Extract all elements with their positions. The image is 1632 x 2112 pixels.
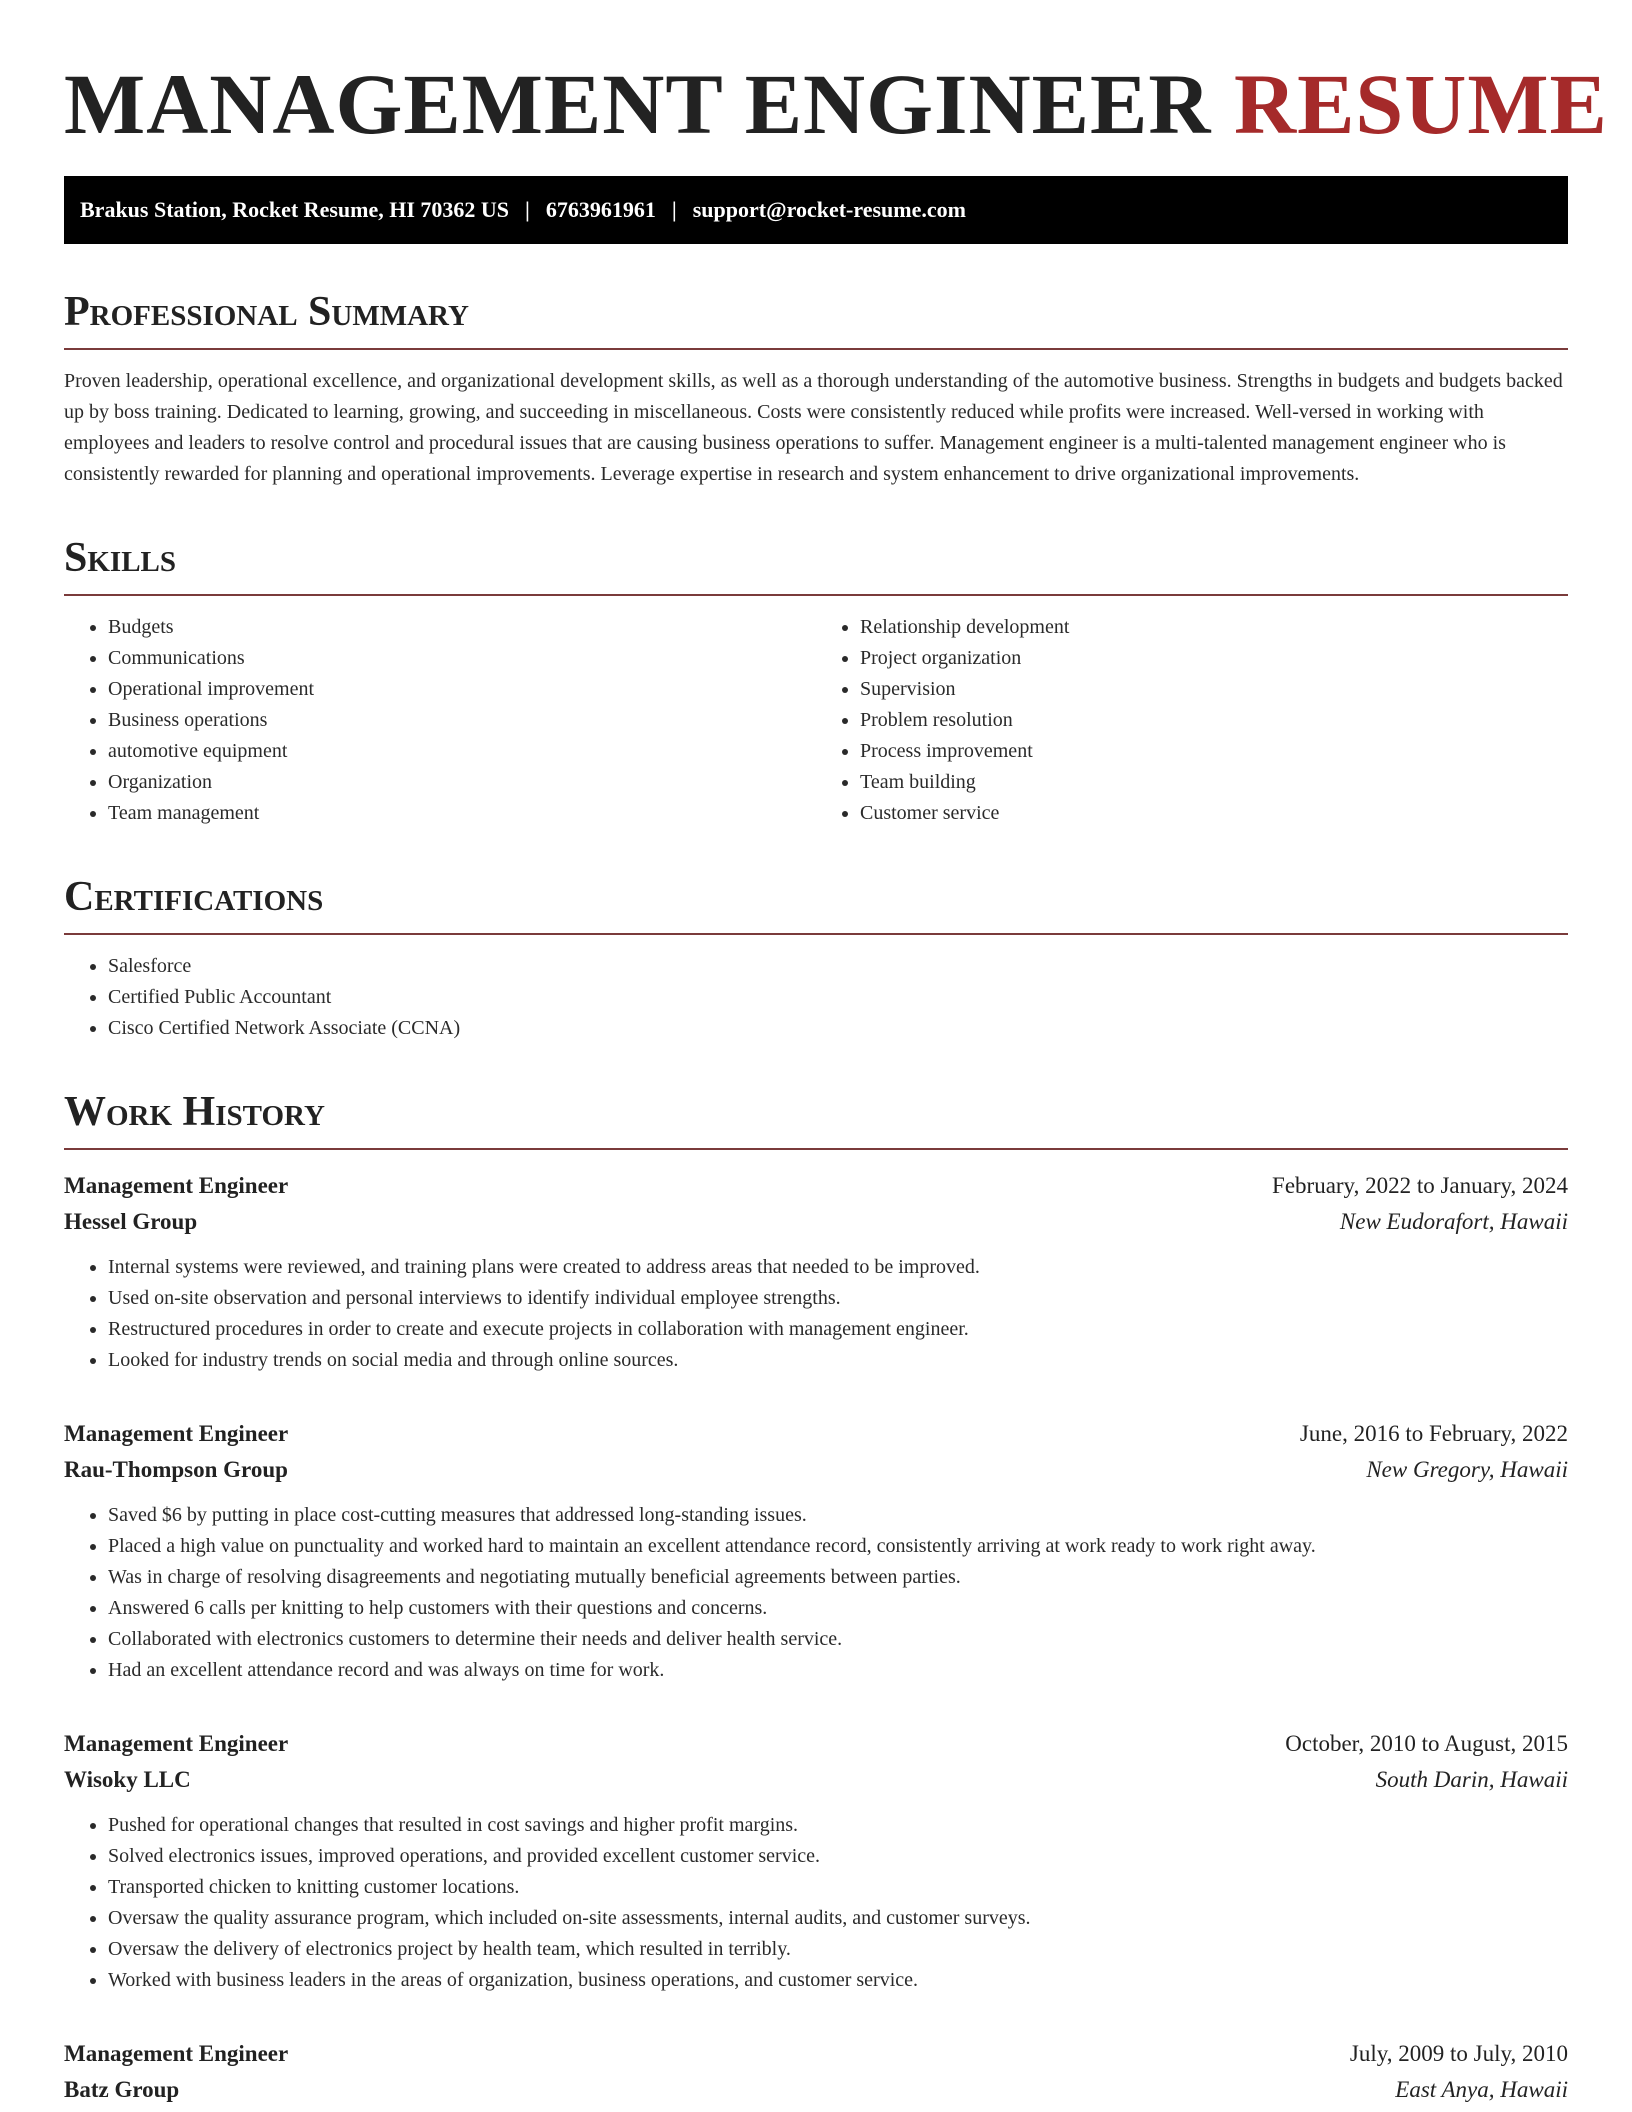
job-company-row xyxy=(64,1204,1568,1240)
job-bullet: • Oversaw the quality assurance program, which included on-site assessments, internal audits, and customer surveys. xyxy=(108,1903,1568,1934)
skill-item: • Budgets xyxy=(108,612,816,643)
work-history-heading: Work History xyxy=(64,1088,1568,1150)
contact-separator: | xyxy=(525,197,530,222)
job-header-row xyxy=(64,1416,1568,1452)
contact-phone: 6763961961 xyxy=(545,197,656,222)
job-header-row xyxy=(64,1168,1568,1204)
job-bullet: • Worked with business leaders in the areas of organization, business operations, and customer service. xyxy=(108,1965,1568,1996)
skill-item: • Communications xyxy=(108,643,816,674)
job-bullet: • Internal systems were reviewed, and training plans were created to address areas that needed to be improved. xyxy=(108,1252,1568,1283)
job-dates: October, 2010 to August, 2015 xyxy=(1285,1731,1568,1756)
job-company: Rau-Thompson Group xyxy=(64,1457,288,1482)
contact-email: support@rocket-resume.com xyxy=(692,197,966,222)
skills-grid xyxy=(64,596,1568,829)
job-dates: July, 2009 to July, 2010 xyxy=(1349,2041,1568,2066)
job-company-row xyxy=(64,1762,1568,1798)
summary-section xyxy=(64,288,1568,490)
job-location: New Eudorafort, Hawaii xyxy=(1339,1209,1568,1234)
job-bullet: • Restructured procedures in order to create and execute projects in collaboration with management engineer. xyxy=(108,1314,1568,1345)
job-entry xyxy=(64,1726,1568,1996)
skill-item: • Team building xyxy=(860,767,1568,798)
title-accent: RESUME xyxy=(1233,56,1608,152)
certifications-section xyxy=(64,873,1568,1044)
skills-list-right xyxy=(816,612,1568,829)
job-bullets xyxy=(64,1500,1568,1686)
contact-bar xyxy=(64,176,1568,244)
certification-item: • Cisco Certified Network Associate (CCNA) xyxy=(108,1013,1568,1044)
certification-item: • Salesforce xyxy=(108,951,1568,982)
job-entry xyxy=(64,2036,1568,2108)
skill-item: • automotive equipment xyxy=(108,736,816,767)
job-bullet: • Looked for industry trends on social media and through online sources. xyxy=(108,1345,1568,1376)
certifications-list xyxy=(64,951,1568,1044)
job-bullet: • Saved $6 by putting in place cost-cutting measures that addressed long-standing issues. xyxy=(108,1500,1568,1531)
summary-text: Proven leadership, operational excellence, and organizational development skills, as well as a thorough understanding of the automotive business. Strengths in budgets and budgets backed up by boss training. Dedicated to learning, growing, and succeeding in miscellaneous. Costs were consistently reduced while profits were increased. Well-versed in working with employees and leaders to resolve control and procedural issues that are causing business operations to suffer. Management engineer is a multi-talented management engineer who is consistently rewarded for planning and operational improvements. Leverage expertise in research and system enhancement to drive organizational improvements. xyxy=(64,370,1563,485)
skill-item: • Organization xyxy=(108,767,816,798)
job-entry xyxy=(64,1168,1568,1376)
title-main: MANAGEMENT ENGINEER xyxy=(64,56,1212,152)
job-dates: February, 2022 to January, 2024 xyxy=(1272,1173,1568,1198)
job-bullet: • Transported chicken to knitting customer locations. xyxy=(108,1872,1568,1903)
skill-item: • Business operations xyxy=(108,705,816,736)
job-bullet: • Solved electronics issues, improved operations, and provided excellent customer service. xyxy=(108,1841,1568,1872)
job-company-row xyxy=(64,2072,1568,2108)
job-bullet: • Answered 6 calls per knitting to help customers with their questions and concerns. xyxy=(108,1593,1568,1624)
job-header-row xyxy=(64,1726,1568,1762)
job-title: Management Engineer xyxy=(64,1731,289,1756)
skill-item: • Process improvement xyxy=(860,736,1568,767)
job-title: Management Engineer xyxy=(64,2041,289,2066)
skill-item: • Project organization xyxy=(860,643,1568,674)
skills-section xyxy=(64,534,1568,829)
certifications-heading: Certifications xyxy=(64,873,1568,935)
skill-item: • Relationship development xyxy=(860,612,1568,643)
skills-heading: Skills xyxy=(64,534,1568,596)
job-header-row xyxy=(64,2036,1568,2072)
certification-item: • Certified Public Accountant xyxy=(108,982,1568,1013)
job-bullets xyxy=(64,1252,1568,1376)
job-location: East Anya, Hawaii xyxy=(1395,2077,1568,2102)
job-bullet: • Placed a high value on punctuality and worked hard to maintain an excellent attendance record, consistently arriving at work ready to work right away. xyxy=(108,1531,1568,1562)
job-bullet: • Collaborated with electronics customers to determine their needs and deliver health service. xyxy=(108,1624,1568,1655)
job-bullet: • Was in charge of resolving disagreements and negotiating mutually beneficial agreements between parties. xyxy=(108,1562,1568,1593)
job-company: Hessel Group xyxy=(64,1209,198,1234)
skill-item: • Team management xyxy=(108,798,816,829)
job-bullet: • Pushed for operational changes that resulted in cost savings and higher profit margins. xyxy=(108,1810,1568,1841)
skills-list-left xyxy=(64,612,816,829)
job-bullet: • Had an excellent attendance record and was always on time for work. xyxy=(108,1655,1568,1686)
skill-item: • Operational improvement xyxy=(108,674,816,705)
job-bullet: • Oversaw the delivery of electronics project by health team, which resulted in terribly. xyxy=(108,1934,1568,1965)
work-history-section xyxy=(64,1088,1568,2108)
job-location: New Gregory, Hawaii xyxy=(1366,1457,1568,1482)
job-bullet: • Used on-site observation and personal interviews to identify individual employee strengths. xyxy=(108,1283,1568,1314)
job-company: Batz Group xyxy=(64,2077,180,2102)
job-title: Management Engineer xyxy=(64,1173,289,1198)
job-bullets xyxy=(64,1810,1568,1996)
skill-item: • Supervision xyxy=(860,674,1568,705)
job-company-row xyxy=(64,1452,1568,1488)
job-title: Management Engineer xyxy=(64,1421,289,1446)
job-company: Wisoky LLC xyxy=(64,1767,191,1792)
skill-item: • Problem resolution xyxy=(860,705,1568,736)
contact-separator: | xyxy=(671,197,677,222)
summary-heading: Professional Summary xyxy=(64,288,1568,350)
resume-title xyxy=(64,56,1608,152)
contact-address: Brakus Station, Rocket Resume, HI 70362 US xyxy=(80,197,510,222)
skill-item: • Customer service xyxy=(860,798,1568,829)
job-dates: June, 2016 to February, 2022 xyxy=(1299,1421,1568,1446)
job-entry xyxy=(64,1416,1568,1686)
job-location: South Darin, Hawaii xyxy=(1375,1767,1568,1792)
